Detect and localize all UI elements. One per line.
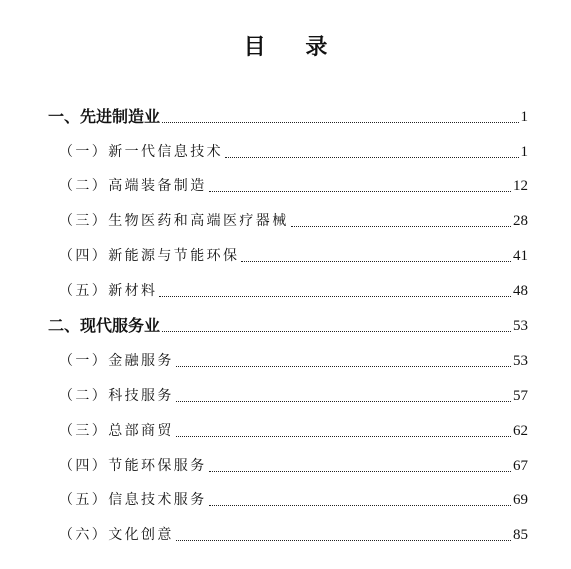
dot-leader: [291, 226, 511, 227]
toc-page-number: 85: [513, 527, 528, 543]
toc-entry[interactable]: [59, 349, 528, 371]
toc-entry[interactable]: [59, 174, 528, 196]
toc-entry-section-2[interactable]: [48, 314, 528, 336]
toc-entry-label: （二）科技服务: [59, 388, 174, 404]
dot-leader: [225, 157, 519, 158]
dot-leader: [241, 261, 511, 262]
toc-page-number: 62: [513, 423, 528, 439]
toc-page-number: 1: [520, 109, 528, 125]
dot-leader: [209, 505, 511, 506]
toc-entry-label: （二）高端装备制造: [59, 178, 207, 194]
toc-page-number: 12: [513, 178, 528, 194]
toc-entry[interactable]: [59, 209, 528, 231]
toc-entry-label: （五）新材料: [59, 283, 158, 299]
dot-leader: [159, 296, 511, 297]
dot-leader: [209, 471, 511, 472]
toc-entry[interactable]: [59, 384, 528, 406]
toc-entry-label: （五）信息技术服务: [59, 492, 207, 508]
toc-entry-label: 二、现代服务业: [48, 316, 161, 335]
toc-page-number: 28: [513, 213, 528, 229]
toc-page-number: 57: [513, 388, 528, 404]
dot-leader: [162, 122, 518, 123]
toc-entry-section-1[interactable]: [48, 105, 528, 127]
toc-page-number: 1: [520, 144, 528, 160]
toc-entry-label: （四）节能环保服务: [59, 458, 207, 474]
toc-entry-label: （一）金融服务: [59, 353, 174, 369]
toc-entry-label: （四）新能源与节能环保: [59, 248, 240, 264]
toc-page-number: 53: [513, 353, 528, 369]
toc-entry-label: 一、先进制造业: [48, 107, 161, 126]
toc-entry[interactable]: [59, 279, 528, 301]
toc-page-number: 41: [513, 248, 528, 264]
toc-entry[interactable]: [59, 140, 528, 162]
toc-entry[interactable]: [59, 244, 528, 266]
dot-leader: [176, 366, 511, 367]
toc-entry-label: （三）生物医药和高端医疗器械: [59, 213, 289, 229]
toc-page-number: 67: [513, 458, 528, 474]
toc-entry[interactable]: [59, 454, 528, 476]
dot-leader: [176, 436, 511, 437]
toc-entry[interactable]: [59, 523, 528, 545]
dot-leader: [209, 191, 511, 192]
dot-leader: [162, 331, 511, 332]
toc-entry-label: （一）新一代信息技术: [59, 144, 223, 160]
dot-leader: [176, 540, 511, 541]
page-title: 目 录: [243, 35, 344, 60]
toc-entry-label: （六）文化创意: [59, 527, 174, 543]
toc-page-number: 69: [513, 492, 528, 508]
toc-entry[interactable]: [59, 419, 528, 441]
toc-entry-label: （三）总部商贸: [59, 423, 174, 439]
toc-page-number: 53: [513, 318, 528, 334]
dot-leader: [176, 401, 511, 402]
toc-page-number: 48: [513, 283, 528, 299]
toc-entry[interactable]: [59, 488, 528, 510]
